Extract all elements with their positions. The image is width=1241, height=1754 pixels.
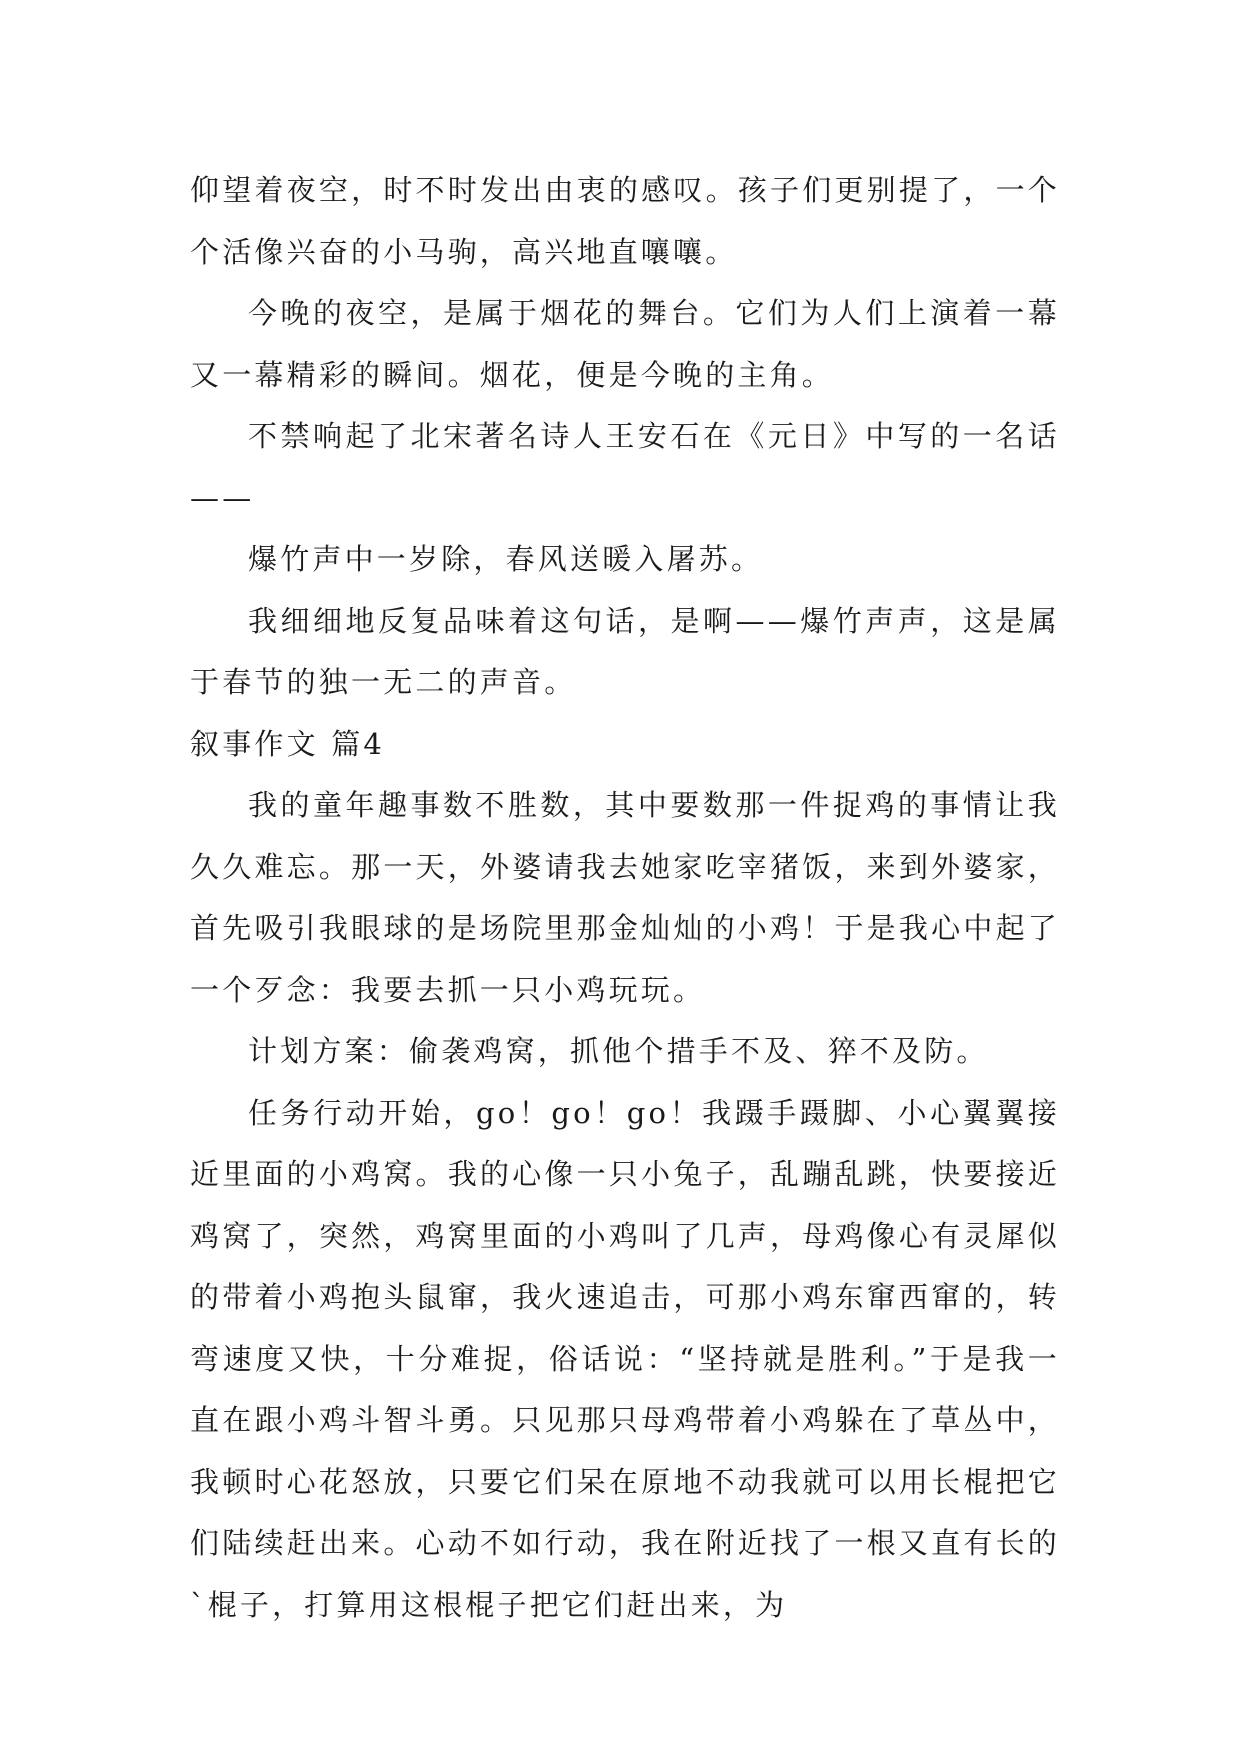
paragraph-plan: 计划方案：偷袭鸡窝，抓他个措手不及、猝不及防。 (248, 1034, 989, 1068)
paragraph-mission: 任务行动开始，go！go！go！我蹑手蹑脚、小心翼翼接近里面的小鸡窝。我的心像一只小兔子，乱蹦乱跳，快要接近鸡窝了，突然，鸡窝里面的小鸡叫了几声，母鸡像心有灵犀似的带着小鸡抱头鼠窜，我火速追击，可那小鸡东窜西窜的，转弯速度又快，十分难捉，俗话说：“坚持就是胜利。”于是我一直在跟小鸡斗智斗勇。只见那只母鸡带着小鸡躲在了草丛中，我顿时心花怒放，只要它们呆在原地不动我就可以用长棍把它们陆续赶出来。心动不如行动，我在附近找了一根又直有长的`棍子，打算用这根棍子把它们赶出来，为 (190, 1095, 1060, 1622)
paragraph-poem-intro: 不禁响起了北宋著名诗人王安石在《元日》中写的一名话—— (190, 419, 1060, 515)
paragraph-continued: 仰望着夜空，时不时发出由衷的感叹。孩子们更别提了，一个个活像兴奋的小马驹，高兴地直嚷嚷。 (190, 173, 1060, 269)
document-body (190, 160, 1060, 1636)
paragraph-poem-line: 爆竹声中一岁除，春风送暖入屠苏。 (248, 542, 764, 576)
paragraph-fireworks-stage: 今晚的夜空，是属于烟花的舞台。它们为人们上演着一幕又一幕精彩的瞬间。烟花，便是今晚的主角。 (190, 296, 1060, 392)
section-heading: 叙事作文 篇4 (190, 726, 386, 761)
paragraph-reflection: 我细细地反复品味着这句话，是啊——爆竹声声，这是属于春节的独一无二的声音。 (190, 603, 1060, 699)
paragraph-childhood: 我的童年趣事数不胜数，其中要数那一件捉鸡的事情让我久久难忘。那一天，外婆请我去她家吃宰猪饭，来到外婆家，首先吸引我眼球的是场院里那金灿灿的小鸡！于是我心中起了一个歹念：我要去抓一只小鸡玩玩。 (190, 788, 1060, 1007)
